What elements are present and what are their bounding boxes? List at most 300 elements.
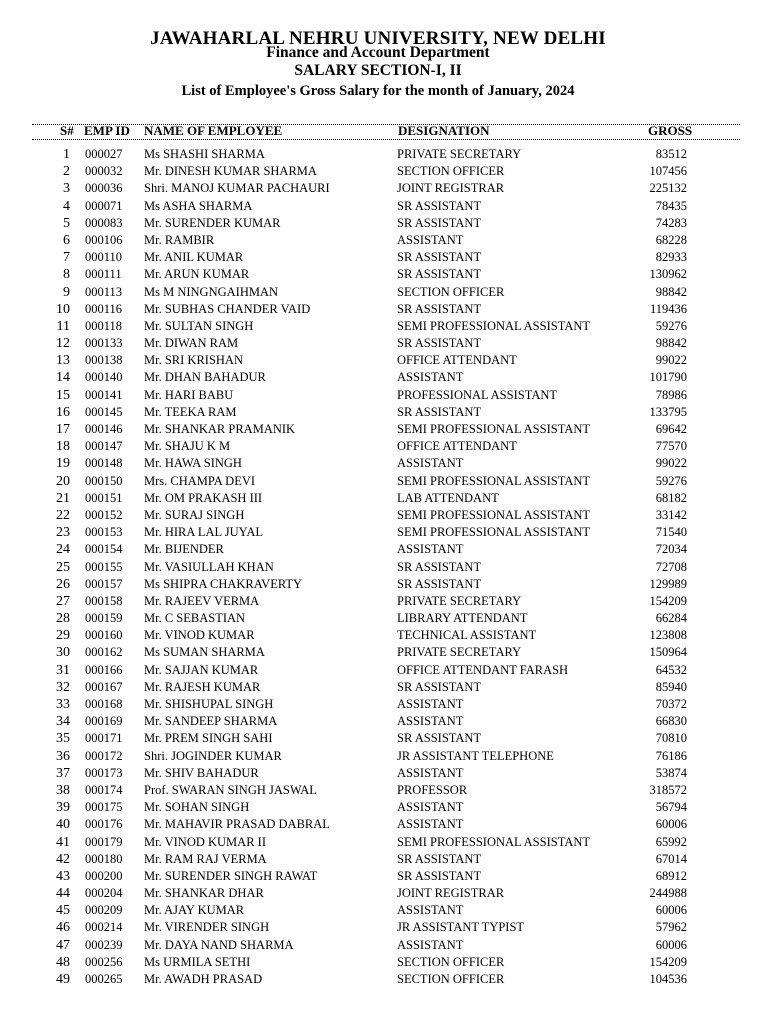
serial-cell: 33 xyxy=(56,697,70,712)
designation-cell: SEMI PROFESSIONAL ASSISTANT xyxy=(397,525,591,540)
table-row xyxy=(0,713,768,730)
designation-cell: SECTION OFFICER xyxy=(397,284,505,299)
emp-id-cell: 000116 xyxy=(85,301,123,316)
designation-cell: SR ASSISTANT xyxy=(397,336,482,351)
designation-cell: SEMI PROFESSIONAL ASSISTANT xyxy=(397,473,591,488)
column-header-serial: S# xyxy=(60,123,74,138)
designation-cell: JOINT REGISTRAR xyxy=(397,181,505,196)
table-row xyxy=(0,559,768,576)
table-row xyxy=(0,730,768,747)
gross-cell: 99022 xyxy=(655,353,687,368)
employee-name-cell: Mr. DINESH KUMAR SHARMA xyxy=(144,164,317,179)
designation-cell: JR ASSISTANT TELEPHONE xyxy=(397,748,554,763)
employee-name-cell: Mr. HIRA LAL JUYAL xyxy=(144,525,263,540)
gross-cell: 69642 xyxy=(655,422,687,436)
emp-id-cell: 000173 xyxy=(85,765,123,780)
table-row xyxy=(0,455,768,472)
employee-name-cell: Mr. DAYA NAND SHARMA xyxy=(144,937,294,952)
table-row xyxy=(0,971,768,988)
designation-cell: JR ASSISTANT TYPIST xyxy=(397,920,525,935)
table-row xyxy=(0,352,768,369)
serial-cell: 2 xyxy=(63,164,70,180)
table-row xyxy=(0,387,768,404)
designation-cell: OFFICE ATTENDANT FARASH xyxy=(397,662,569,677)
serial-cell: 45 xyxy=(56,903,70,919)
serial-cell: 26 xyxy=(56,576,70,592)
table-row xyxy=(0,541,768,558)
employee-name-cell: Ms SHIPRA CHAKRAVERTY xyxy=(144,576,303,591)
emp-id-cell: 000162 xyxy=(85,645,123,660)
employee-name-cell: Mr. DHAN BAHADUR xyxy=(144,370,266,385)
employee-name-cell: Ms M NINGNGAIHMAN xyxy=(144,284,279,299)
designation-cell: SEMI PROFESSIONAL ASSISTANT xyxy=(397,318,591,333)
employee-name-cell: Mr. SHANKAR DHAR xyxy=(144,886,264,901)
table-row xyxy=(0,524,768,541)
table-row xyxy=(0,473,768,490)
designation-cell: ASSISTANT xyxy=(397,697,464,711)
gross-cell: 71540 xyxy=(655,525,687,540)
table-row xyxy=(0,232,768,249)
gross-cell: 107456 xyxy=(649,164,687,179)
serial-cell: 9 xyxy=(63,284,70,300)
designation-cell: SECTION OFFICER xyxy=(397,972,505,986)
serial-cell: 28 xyxy=(56,611,70,627)
emp-id-cell: 000152 xyxy=(85,507,123,522)
employee-name-cell: Mr. TEEKA RAM xyxy=(144,404,237,419)
table-row xyxy=(0,799,768,816)
gross-cell: 64532 xyxy=(655,662,687,677)
designation-cell: SEMI PROFESSIONAL ASSISTANT xyxy=(397,507,591,522)
gross-cell: 60006 xyxy=(655,903,687,918)
emp-id-cell: 000171 xyxy=(85,731,123,746)
emp-id-cell: 000157 xyxy=(85,576,123,591)
serial-cell: 14 xyxy=(56,370,70,386)
gross-cell: 72034 xyxy=(655,542,687,557)
employee-name-cell: Mr. SURENDER SINGH RAWAT xyxy=(144,868,318,883)
serial-cell: 7 xyxy=(63,250,70,266)
table-row xyxy=(0,937,768,954)
designation-cell: ASSISTANT xyxy=(397,370,464,385)
gross-cell: 99022 xyxy=(655,456,687,471)
emp-id-cell: 000111 xyxy=(85,267,122,282)
gross-cell: 74283 xyxy=(655,215,687,230)
employee-name-cell: Ms SUMAN SHARMA xyxy=(144,645,265,660)
emp-id-cell: 000168 xyxy=(85,697,123,711)
table-row xyxy=(0,834,768,851)
emp-id-cell: 000150 xyxy=(85,473,123,488)
serial-cell: 17 xyxy=(56,422,70,437)
designation-cell: OFFICE ATTENDANT xyxy=(397,439,517,454)
serial-cell: 46 xyxy=(56,920,70,936)
column-header-name: NAME OF EMPLOYEE xyxy=(144,123,283,138)
serial-cell: 18 xyxy=(56,439,70,455)
table-row xyxy=(0,816,768,833)
serial-cell: 39 xyxy=(56,800,70,816)
employee-name-cell: Mrs. CHAMPA DEVI xyxy=(144,473,256,488)
table-column-headers xyxy=(32,122,740,139)
designation-cell: ASSISTANT xyxy=(397,937,464,952)
gross-cell: 225132 xyxy=(649,181,687,196)
designation-cell: SR ASSISTANT xyxy=(397,576,482,591)
emp-id-cell: 000209 xyxy=(85,903,123,918)
designation-cell: SR ASSISTANT xyxy=(397,868,482,883)
table-row xyxy=(0,679,768,696)
serial-cell: 16 xyxy=(56,404,70,420)
designation-cell: ASSISTANT xyxy=(397,542,464,557)
gross-cell: 78986 xyxy=(655,387,687,402)
gross-cell: 68182 xyxy=(655,490,687,505)
employee-name-cell: Mr. AWADH PRASAD xyxy=(144,972,263,986)
table-row xyxy=(0,249,768,266)
employee-name-cell: Mr. RAMBIR xyxy=(144,232,215,247)
table-row xyxy=(0,696,768,713)
emp-id-cell: 000113 xyxy=(85,284,123,299)
table-row xyxy=(0,318,768,335)
designation-cell: ASSISTANT xyxy=(397,800,464,815)
section-title: SALARY SECTION-I, II xyxy=(294,62,462,79)
serial-cell: 19 xyxy=(56,456,70,472)
employee-name-cell: Mr. RAJEEV VERMA xyxy=(144,593,260,608)
table-row xyxy=(0,919,768,936)
designation-cell: SR ASSISTANT xyxy=(397,198,482,213)
emp-id-cell: 000204 xyxy=(85,886,123,901)
employee-name-cell: Mr. VINOD KUMAR II xyxy=(144,834,266,849)
table-row xyxy=(0,902,768,919)
designation-cell: ASSISTANT xyxy=(397,714,464,729)
gross-cell: 98842 xyxy=(655,284,687,299)
gross-cell: 59276 xyxy=(655,318,687,333)
designation-cell: PROFESSOR xyxy=(397,782,468,797)
emp-id-cell: 000083 xyxy=(85,215,123,230)
designation-cell: PROFESSIONAL ASSISTANT xyxy=(397,387,558,402)
employee-name-cell: Ms URMILA SETHI xyxy=(144,954,251,969)
serial-cell: 4 xyxy=(63,198,70,214)
serial-cell: 29 xyxy=(56,628,70,644)
table-row xyxy=(0,765,768,782)
table-row xyxy=(0,954,768,971)
table-row xyxy=(0,593,768,610)
serial-cell: 22 xyxy=(56,507,70,523)
gross-cell: 123808 xyxy=(649,628,687,643)
employee-name-cell: Mr. VASIULLAH KHAN xyxy=(144,559,274,574)
employee-name-cell: Mr. SURENDER KUMAR xyxy=(144,215,281,230)
employee-table-body xyxy=(0,146,768,988)
gross-cell: 78435 xyxy=(655,198,687,213)
employee-name-cell: Shri. JOGINDER KUMAR xyxy=(144,748,282,763)
gross-cell: 72708 xyxy=(655,559,687,574)
employee-name-cell: Mr. RAJESH KUMAR xyxy=(144,679,261,694)
employee-name-cell: Mr. ARUN KUMAR xyxy=(144,267,250,282)
serial-cell: 25 xyxy=(56,559,70,575)
employee-name-cell: Mr. ANIL KUMAR xyxy=(144,250,244,265)
emp-id-cell: 000146 xyxy=(85,422,123,436)
employee-name-cell: Mr. SAJJAN KUMAR xyxy=(144,662,259,677)
table-row xyxy=(0,438,768,455)
emp-id-cell: 000159 xyxy=(85,611,123,626)
serial-cell: 43 xyxy=(56,868,70,884)
employee-name-cell: Ms ASHA SHARMA xyxy=(144,198,253,213)
designation-cell: SR ASSISTANT xyxy=(397,731,482,746)
gross-cell: 154209 xyxy=(649,593,687,608)
gross-cell: 130962 xyxy=(649,267,687,282)
employee-name-cell: Mr. AJAY KUMAR xyxy=(144,903,245,918)
employee-name-cell: Mr. PREM SINGH SAHI xyxy=(144,731,273,746)
emp-id-cell: 000071 xyxy=(85,198,123,213)
serial-cell: 15 xyxy=(56,387,70,403)
emp-id-cell: 000239 xyxy=(85,937,123,952)
gross-cell: 70810 xyxy=(655,731,687,746)
serial-cell: 37 xyxy=(56,765,70,781)
employee-name-cell: Mr. SHIV BAHADUR xyxy=(144,765,259,780)
serial-cell: 11 xyxy=(56,318,70,334)
employee-name-cell: Prof. SWARAN SINGH JASWAL xyxy=(144,782,317,797)
table-row xyxy=(0,576,768,593)
designation-cell: PRIVATE SECRETARY xyxy=(397,593,522,608)
designation-cell: SEMI PROFESSIONAL ASSISTANT xyxy=(397,422,591,436)
emp-id-cell: 000140 xyxy=(85,370,123,385)
designation-cell: SECTION OFFICER xyxy=(397,164,505,179)
employee-name-cell: Mr. SURAJ SINGH xyxy=(144,507,245,522)
employee-name-cell: Mr. SUBHAS CHANDER VAID xyxy=(144,301,311,316)
emp-id-cell: 000172 xyxy=(85,748,123,763)
employee-name-cell: Mr. VINOD KUMAR xyxy=(144,628,255,643)
serial-cell: 23 xyxy=(56,525,70,541)
gross-cell: 65992 xyxy=(655,834,687,849)
employee-name-cell: Ms SHASHI SHARMA xyxy=(144,147,265,161)
employee-name-cell: Shri. MANOJ KUMAR PACHAURI xyxy=(144,181,330,196)
emp-id-cell: 000106 xyxy=(85,232,123,247)
table-row xyxy=(0,782,768,799)
emp-id-cell: 000174 xyxy=(85,782,123,797)
gross-cell: 154209 xyxy=(649,954,687,969)
serial-cell: 42 xyxy=(56,851,70,867)
emp-id-cell: 000214 xyxy=(85,920,123,935)
gross-cell: 60006 xyxy=(655,817,687,832)
gross-cell: 98842 xyxy=(655,336,687,351)
emp-id-cell: 000110 xyxy=(85,250,123,265)
designation-cell: TECHNICAL ASSISTANT xyxy=(397,628,537,643)
employee-name-cell: Mr. C SEBASTIAN xyxy=(144,611,246,626)
table-row xyxy=(0,404,768,421)
designation-cell: SR ASSISTANT xyxy=(397,301,482,316)
serial-cell: 31 xyxy=(56,662,70,678)
emp-id-cell: 000118 xyxy=(85,318,123,333)
serial-cell: 3 xyxy=(63,181,70,197)
gross-cell: 133795 xyxy=(649,404,687,419)
table-row xyxy=(0,284,768,301)
emp-id-cell: 000133 xyxy=(85,336,123,351)
designation-cell: SR ASSISTANT xyxy=(397,851,482,866)
serial-cell: 41 xyxy=(56,834,70,850)
designation-cell: OFFICE ATTENDANT xyxy=(397,353,517,368)
column-header-gross: GROSS xyxy=(648,123,693,138)
employee-name-cell: Mr. OM PRAKASH III xyxy=(144,490,263,505)
designation-cell: SEMI PROFESSIONAL ASSISTANT xyxy=(397,834,591,849)
gross-cell: 77570 xyxy=(655,439,687,454)
serial-cell: 47 xyxy=(56,937,70,953)
emp-id-cell: 000138 xyxy=(85,353,123,368)
designation-cell: PRIVATE SECRETARY xyxy=(397,645,522,660)
emp-id-cell: 000036 xyxy=(85,181,123,196)
emp-id-cell: 000027 xyxy=(85,147,123,161)
emp-id-cell: 000180 xyxy=(85,851,123,866)
emp-id-cell: 000032 xyxy=(85,164,123,179)
table-row xyxy=(0,163,768,180)
serial-cell: 34 xyxy=(56,714,70,730)
emp-id-cell: 000200 xyxy=(85,868,123,883)
designation-cell: SR ASSISTANT xyxy=(397,404,482,419)
table-row xyxy=(0,421,768,438)
emp-id-cell: 000141 xyxy=(85,387,123,402)
gross-cell: 83512 xyxy=(655,147,687,161)
employee-name-cell: Mr. HARI BABU xyxy=(144,387,234,402)
gross-cell: 129989 xyxy=(649,576,687,591)
emp-id-cell: 000179 xyxy=(85,834,123,849)
designation-cell: ASSISTANT xyxy=(397,765,464,780)
employee-name-cell: Mr. SULTAN SINGH xyxy=(144,318,254,333)
gross-cell: 60006 xyxy=(655,937,687,952)
emp-id-cell: 000265 xyxy=(85,972,123,986)
serial-cell: 44 xyxy=(56,886,70,902)
gross-cell: 104536 xyxy=(649,972,687,986)
employee-name-cell: Mr. SHANKAR PRAMANIK xyxy=(144,422,296,436)
employee-name-cell: Mr. SOHAN SINGH xyxy=(144,800,250,815)
designation-cell: ASSISTANT xyxy=(397,903,464,918)
gross-cell: 150964 xyxy=(649,645,687,660)
emp-id-cell: 000155 xyxy=(85,559,123,574)
gross-cell: 70372 xyxy=(655,697,687,711)
emp-id-cell: 000166 xyxy=(85,662,123,677)
table-row xyxy=(0,868,768,885)
designation-cell: SR ASSISTANT xyxy=(397,250,482,265)
table-row xyxy=(0,266,768,283)
gross-cell: 66830 xyxy=(655,714,687,729)
gross-cell: 101790 xyxy=(649,370,687,385)
gross-cell: 244988 xyxy=(649,886,687,901)
gross-cell: 59276 xyxy=(655,473,687,488)
employee-name-cell: Mr. SHAJU K M xyxy=(144,439,231,454)
serial-cell: 38 xyxy=(56,782,70,798)
designation-cell: SECTION OFFICER xyxy=(397,954,505,969)
serial-cell: 10 xyxy=(56,301,70,317)
gross-cell: 66284 xyxy=(655,611,687,626)
gross-cell: 76186 xyxy=(655,748,687,763)
gross-cell: 68912 xyxy=(655,868,687,883)
gross-cell: 85940 xyxy=(655,679,687,694)
table-row xyxy=(0,490,768,507)
emp-id-cell: 000175 xyxy=(85,800,123,815)
serial-cell: 6 xyxy=(63,232,70,248)
gross-cell: 318572 xyxy=(649,782,687,797)
emp-id-cell: 000145 xyxy=(85,404,123,419)
serial-cell: 12 xyxy=(56,336,70,352)
employee-name-cell: Mr. SHISHUPAL SINGH xyxy=(144,697,274,711)
gross-cell: 82933 xyxy=(655,250,687,265)
employee-name-cell: Mr. BIJENDER xyxy=(144,542,224,557)
emp-id-cell: 000167 xyxy=(85,679,123,694)
table-row xyxy=(0,301,768,318)
serial-cell: 8 xyxy=(63,267,70,283)
table-row xyxy=(0,610,768,627)
serial-cell: 27 xyxy=(56,593,70,609)
serial-cell: 30 xyxy=(56,645,70,661)
employee-name-cell: Mr. MAHAVIR PRASAD DABRAL xyxy=(144,817,330,832)
serial-cell: 35 xyxy=(56,731,70,747)
emp-id-cell: 000169 xyxy=(85,714,123,729)
emp-id-cell: 000151 xyxy=(85,490,123,505)
emp-id-cell: 000153 xyxy=(85,525,123,540)
gross-cell: 57962 xyxy=(655,920,687,935)
gross-cell: 68228 xyxy=(655,232,687,247)
serial-cell: 32 xyxy=(56,679,70,695)
serial-cell: 5 xyxy=(63,215,70,231)
table-row xyxy=(0,198,768,215)
employee-name-cell: Mr. RAM RAJ VERMA xyxy=(144,851,267,866)
employee-name-cell: Mr. DIWAN RAM xyxy=(144,336,239,351)
emp-id-cell: 000176 xyxy=(85,817,123,832)
emp-id-cell: 000148 xyxy=(85,456,123,471)
header-rule-bottom xyxy=(32,139,740,140)
emp-id-cell: 000147 xyxy=(85,439,123,454)
designation-cell: SR ASSISTANT xyxy=(397,267,482,282)
table-row xyxy=(0,627,768,644)
table-row xyxy=(0,644,768,661)
table-row xyxy=(0,851,768,868)
employee-name-cell: Mr. SRI KRISHAN xyxy=(144,353,243,368)
serial-cell: 24 xyxy=(56,542,70,558)
table-row xyxy=(0,507,768,524)
table-row xyxy=(0,885,768,902)
table-row xyxy=(0,335,768,352)
serial-cell: 40 xyxy=(56,817,70,833)
employee-name-cell: Mr. SANDEEP SHARMA xyxy=(144,714,278,729)
emp-id-cell: 000256 xyxy=(85,954,123,969)
serial-cell: 13 xyxy=(56,353,70,369)
serial-cell: 21 xyxy=(56,490,70,506)
department-title: Finance and Account Department xyxy=(266,44,490,61)
serial-cell: 36 xyxy=(56,748,70,764)
designation-cell: LAB ATTENDANT xyxy=(397,490,499,505)
designation-cell: ASSISTANT xyxy=(397,232,464,247)
emp-id-cell: 000158 xyxy=(85,593,123,608)
serial-cell: 49 xyxy=(56,972,70,987)
designation-cell: SR ASSISTANT xyxy=(397,215,482,230)
employee-name-cell: Mr. VIRENDER SINGH xyxy=(144,920,270,935)
designation-cell: PRIVATE SECRETARY xyxy=(397,147,522,161)
table-row xyxy=(0,146,768,163)
table-row xyxy=(0,369,768,386)
serial-cell: 1 xyxy=(63,147,70,162)
designation-cell: ASSISTANT xyxy=(397,817,464,832)
designation-cell: ASSISTANT xyxy=(397,456,464,471)
table-row xyxy=(0,662,768,679)
gross-cell: 56794 xyxy=(655,800,687,815)
column-header-emp-id: EMP ID xyxy=(84,123,130,138)
table-row xyxy=(0,748,768,765)
emp-id-cell: 000154 xyxy=(85,542,123,557)
gross-cell: 67014 xyxy=(655,851,687,866)
table-row xyxy=(0,180,768,197)
table-row xyxy=(0,215,768,232)
gross-cell: 53874 xyxy=(655,765,687,780)
designation-cell: SR ASSISTANT xyxy=(397,559,482,574)
gross-cell: 119436 xyxy=(649,301,687,316)
serial-cell: 20 xyxy=(56,473,70,489)
column-header-designation: DESIGNATION xyxy=(398,123,490,138)
designation-cell: SR ASSISTANT xyxy=(397,679,482,694)
gross-cell: 33142 xyxy=(655,507,687,522)
designation-cell: JOINT REGISTRAR xyxy=(397,886,505,901)
